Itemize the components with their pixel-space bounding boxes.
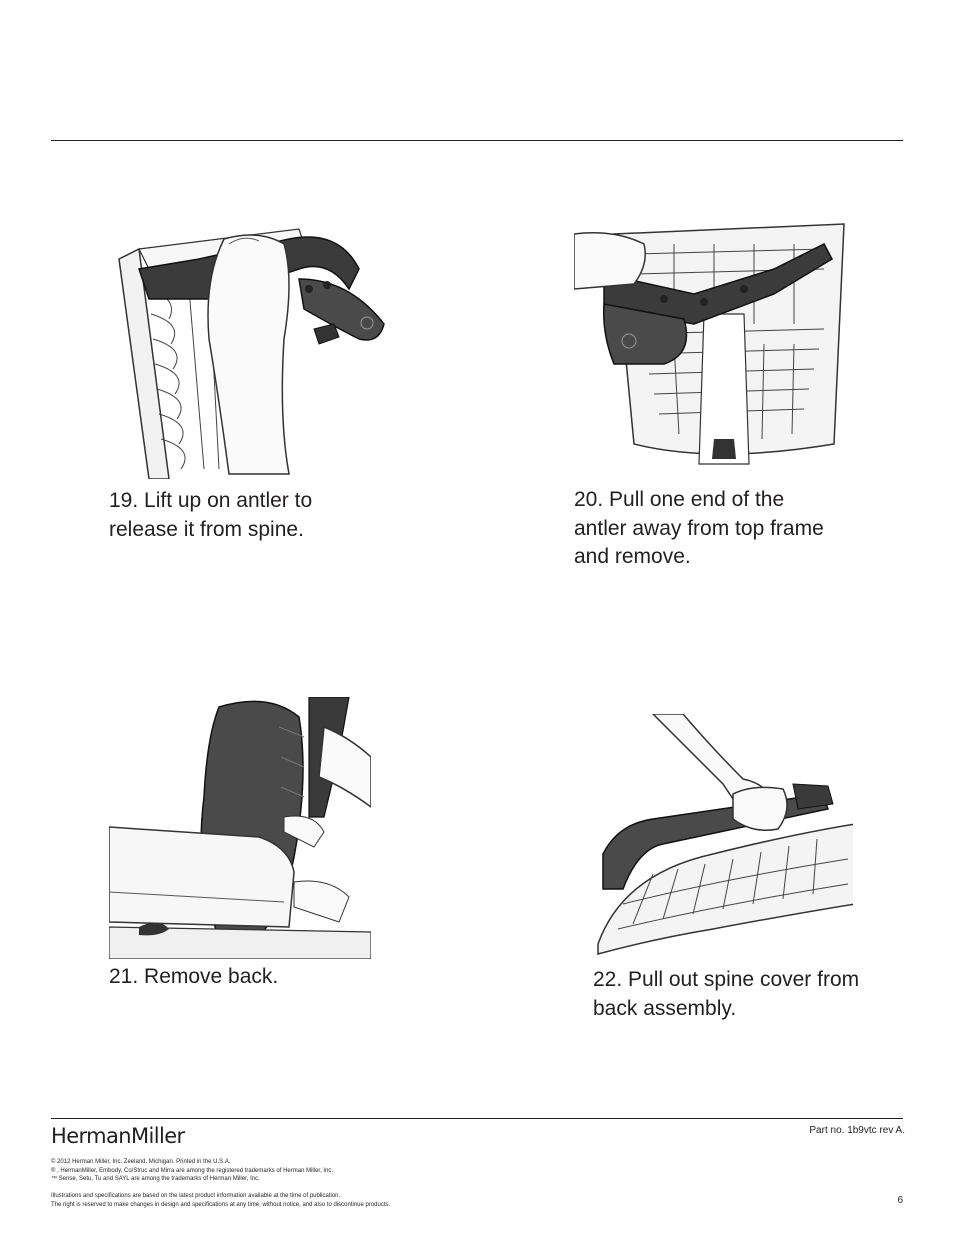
illustration-remove-back (109, 697, 371, 959)
part-number: Part no. 1b9vtc rev A. (809, 1125, 905, 1136)
brand-logo: HermanMiller (51, 1124, 185, 1148)
illustration-pull-spine-cover (593, 714, 853, 959)
step-19-caption: 19. Lift up on antler to release it from spine. (109, 489, 313, 541)
legal-disclaimer (51, 1192, 390, 1209)
legal-disclaimer-line1: Illustrations and specifications are based on the latest product information available at the time of publication. (51, 1193, 341, 1199)
step-21 (109, 697, 409, 992)
legal-trademarks-list: ™ Sense, Setu, Tu and SAYL are among the trademarks of Herman Miller, Inc. (51, 1176, 260, 1183)
step-21-caption: 21. Remove back. (109, 965, 279, 988)
legal-copyright: © 2012 Herman Miller, Inc. Zeeland, Michigan. Printed in the U.S.A. (51, 1159, 231, 1165)
legal-disclaimer-line2: The right is reserved to make changes in design and specifications at any time, without notice, and also to discontinue products. (51, 1201, 391, 1208)
step-20-caption: 20. Pull one end of the antler away from top frame and remove. (574, 488, 824, 568)
illustration-lift-antler (109, 219, 387, 479)
step-19 (109, 219, 409, 544)
step-22 (593, 714, 913, 1023)
illustration-remove-antler (574, 214, 854, 480)
step-22-caption: 22. Pull out spine cover from back assembly. (593, 968, 860, 1020)
legal-registered-trademarks: ® , HermanMiller, Embody, Co/Struc and Mirra are among the registered trademarks of Herman Miller, Inc. (51, 1167, 334, 1174)
footer-rule (51, 1118, 903, 1119)
step-20 (574, 214, 894, 572)
page-number: 6 (897, 1195, 903, 1206)
legal-trademarks (51, 1158, 333, 1184)
header-rule (51, 140, 903, 141)
